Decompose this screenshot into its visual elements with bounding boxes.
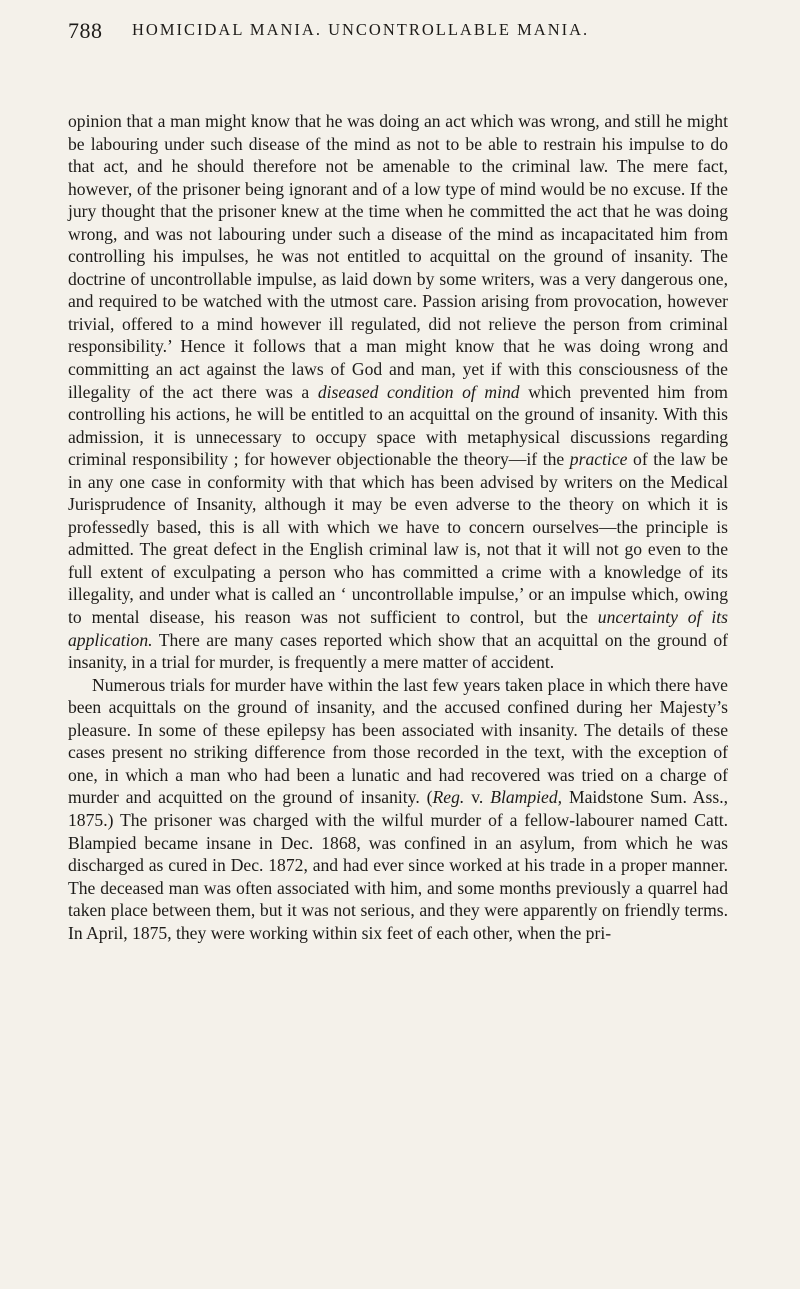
italic-text: diseased condition of mind: [317, 381, 520, 402]
italic-text: practice: [569, 449, 628, 470]
text-run: v.: [464, 787, 491, 808]
page-number: 788: [68, 18, 103, 43]
text-run: Maidstone Sum. Ass., 1875.) The prisoner was charged with the wilful murder of a fellow-labourer named Catt. Blampied became insane in Dec. 1868, was confined in an asylum, from which he was discharged as cured in Dec. 1872, and had ever since worked at his trade in a proper manner. The deceased man was often associated with him, and some months previously a quarrel had taken place between them, but it was not serious, and they were apparently on friendly terms. In April, 1875, they were working within six feet of each other, when the pri-: [68, 787, 728, 943]
text-run: There are many cases reported which show that an acquittal on the ground of insanity, in a trial for murder, is frequently a mere matter of accident.: [68, 629, 728, 673]
page-body: [68, 110, 728, 944]
running-head: HOMICIDAL MANIA. UNCONTROLLABLE MANIA.: [132, 20, 590, 39]
text-run: Numerous trials for murder have within the last few years taken place in which there have been acquittals on the ground of insanity, and the accused confined during her Majesty’s pleasure. In some of these epilepsy has been associated with insanity. The details of these cases present no striking difference from those recorded in the text, with the exception of one, in which a man who had been a lunatic and had recovered was tried on a charge of murder and acquitted on the ground of insanity. (: [68, 674, 728, 808]
italic-text: Blampied,: [490, 787, 563, 808]
page-header: [68, 18, 728, 52]
text-run: which prevented him from controlling his actions, he will be entitled to an acquittal on the ground of insanity. With this admission, it is unnecessary to occupy space with metaphysical discussions regarding criminal responsibility ; for however objectionable the theory—if the: [68, 381, 728, 470]
text-run: opinion that a man might know that he was doing an act which was wrong, and still he might be labouring under such disease of the mind as not to be able to restrain his impulse to do that act, and he should therefore not be amenable to the criminal law. The mere fact, however, of the prisoner being ignorant and of a low type of mind would be no excuse. If the jury thought that the prisoner knew at the time when he committed the act that he was doing wrong, and was not labouring under such a disease of the mind as incapacitated him from controlling his impulses, he was not entitled to acquittal on the ground of insanity. The doctrine of uncontrollable impulse, as laid down by some writers, was a very dangerous one, and required to be watched with the utmost care. Passion arising from provocation, however trivial, offered to a mind however ill regulated, did not relieve the person from criminal responsibility.’ Hence it follows that a man might know that he was doing wrong and committing an act against the laws of God and man, yet if with this consciousness of the illegality of the act there was a: [68, 111, 728, 402]
text-run: of the law be in any one case in conformity with that which has been advised by writers on the Medical Jurisprudence of Insanity, although it may be even adverse to the theory on which it is professedly based, this is all with which we have to concern ourselves—the principle is admitted. The great defect in the English criminal law is, not that it will not go even to the full extent of exculpating a person who has committed a crime with a knowledge of its illegality, and under what is called an ‘ uncontrollable impulse,’ or an impulse which, owing to mental disease, his reason was not sufficient to control, but the: [68, 449, 728, 628]
paragraph-1: [68, 110, 728, 674]
paragraph-2: [68, 674, 728, 945]
italic-text: uncertainty of its application.: [68, 607, 728, 650]
italic-text: Reg.: [432, 787, 465, 808]
